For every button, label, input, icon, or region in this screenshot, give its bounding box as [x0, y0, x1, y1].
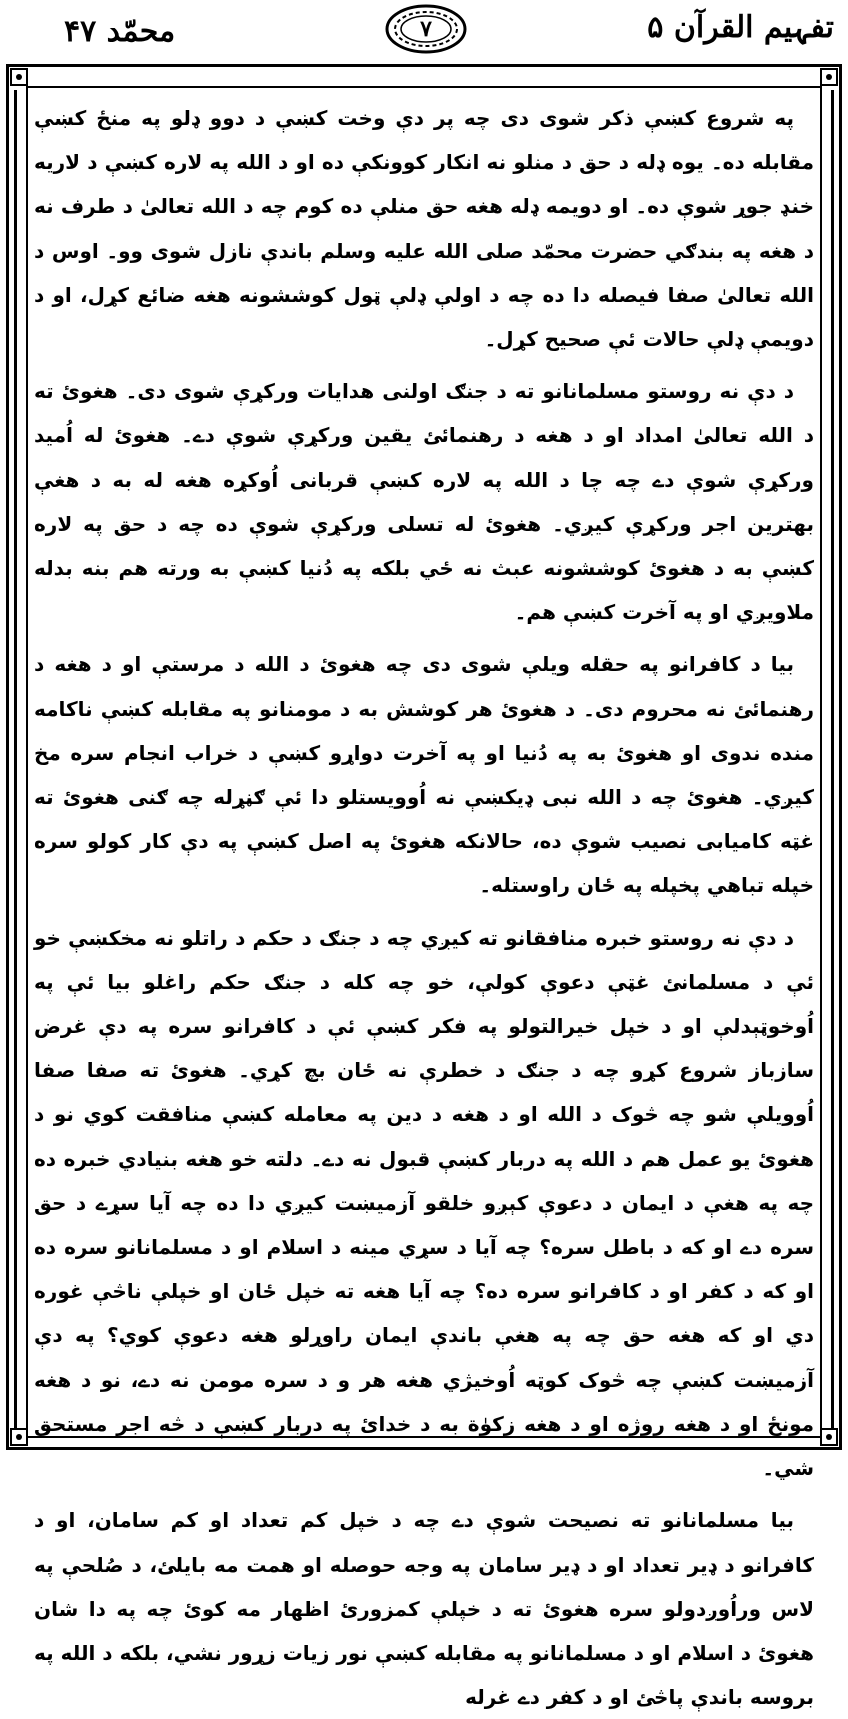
paragraph: بیا د کافرانو په حقله ویلې شوی دی چه هغوئ د الله د مرستې او د هغه د رهنمائئ نه محروم دی۔ د هغوئ هر کوشش به د مومنانو په مقابله کښې ناکامه منده ندوی او هغوئ به په دُنیا او په آخرت دواړو کښې د خراب انجام سره مخ کیږي۔ هغوئ چه د الله نبی ډیکښې نه اُوویستلو دا ئې ګڼړله چه ګنی هغوئ ته غټه کامیابی نصیب شوې ده، حالانکه هغوئ په اصل کښې په دې کار کولو سره خپله تباهي پخپله په ځان راوستله۔ — [34, 652, 814, 898]
paragraph: په شروع کښې ذکر شوی دی چه پر دې وخت کښې د دوو ډلو په منځ کښې مقابله ده۔ یوه ډله د حق د منلو نه انکار کوونکې ده او د الله په لاره کښې د لاریه خنډ جوړ شوې ده۔ او دویمه ډله هغه حق منلې ده کوم چه د الله تعالیٰ د طرف نه د هغه په بندګي حضرت محمّد صلی الله علیه وسلم باندې نازل شوی وو۔ اوس د الله تعالیٰ صفا فیصله دا ده چه د اولې ډلې ټول کوششونه هغه ضائع کړل، او د دویمې ډلې حالات ئې صحیح کړل۔ — [34, 106, 814, 352]
page-header — [0, 0, 848, 62]
paragraph: د دې نه روستو مسلمانانو ته د جنګ اولنی هدایات ورکړې شوی دی۔ هغوئ ته د الله تعالیٰ امداد او د هغه د رهنمائئ یقین ورکړې شوې دے۔ هغوئ له اُمید ورکړې شوې دے چه چا د الله په لاره کښې قربانی اُوکړه هغه له به د هغې بهترین اجر ورکړې کیږي۔ هغوئ له تسلی ورکړې شوې ده چه د حق په لاره کښې به د هغوئ کوششونه عبث نه ځي بلکه په دُنیا کښې به ورته هم بنه بدله ملاویږي او په آخرت کښې هم۔ — [34, 379, 814, 625]
page-body — [34, 96, 814, 1710]
corner-ornament-top-right — [818, 66, 840, 88]
surah-name: محمّد ۴۷ — [64, 14, 176, 49]
page-number-seal — [384, 2, 468, 56]
corner-ornament-bottom-left — [8, 1426, 30, 1448]
paragraph: بیا مسلمانانو ته نصیحت شوې دے چه د خپل کم تعداد او کم سامان، او د کافرانو د ډیر تعداد او د ډیر سامان په وجه حوصله او همت مه بایلئ، د صُلحې په لاس وراُوږدولو سره هغوئ ته د خپلې کمزورئ اظهار مه کوئ چه په دا شان هغوئ د اسلام او د مسلمانانو په مقابله کښې نور زیات زړور نشي، بلکه د الله په بروسه باندې پاڅئ او د کفر دے غرله — [34, 1508, 814, 1710]
corner-ornament-top-left — [8, 66, 30, 88]
left-ornament-rule — [14, 90, 17, 1430]
right-ornament-rule — [831, 90, 834, 1430]
paragraph: د دې نه روستو خبره منافقانو ته کیږي چه د جنګ د حکم د راتلو نه مخکښې خو ئې د مسلمانئ غټې دعوې کولې، خو چه کله د جنګ حکم راغلو بیا ئې په اُوخوټېدلې او د خپل خیرالتولو په فکر کښې ئې د کافرانو سره په دې غرض سازباز شروع کړو چه د جنګ د خطرې نه ځان بچ کړي۔ هغوئ ته صفا صفا اُوویلې شو چه څوک د الله او د هغه د دین په معامله کښې منافقت کوي نو د هغوئ یو عمل هم د الله په دربار کښې قبول نه دے۔ دلته خو هغه بنیادي خبره ده چه په هغې د ایمان د دعوې کېږو خلقو آزمیښت کیږي دا ده چه آیا سړے د حق سره دے او که د باطل سره؟ چه آیا د سړي مینه د اسلام او د مسلمانانو سره ده او که د کفر او د کافرانو سره ده؟ چه آیا هغه ته خپل ځان او خپلې ناڅې غوره دي او که هغه حق چه په هغې باندې ایمان راوړلو هغه دعوې کوي؟ په دې آزمیښت کښې چه څوک کوټه اُوخیژي هغه هر و د سره مومن نه دے، نو د هغه مونځ او د هغه روژه او د هغه زکوٰة به د خدائ په دربار کښې د څه اجر مستحق شي۔ — [34, 925, 814, 1481]
page-number: ۷ — [420, 16, 432, 42]
book-title: تفہیم القرآن ۵ — [647, 10, 834, 45]
corner-ornament-bottom-right — [818, 1426, 840, 1448]
